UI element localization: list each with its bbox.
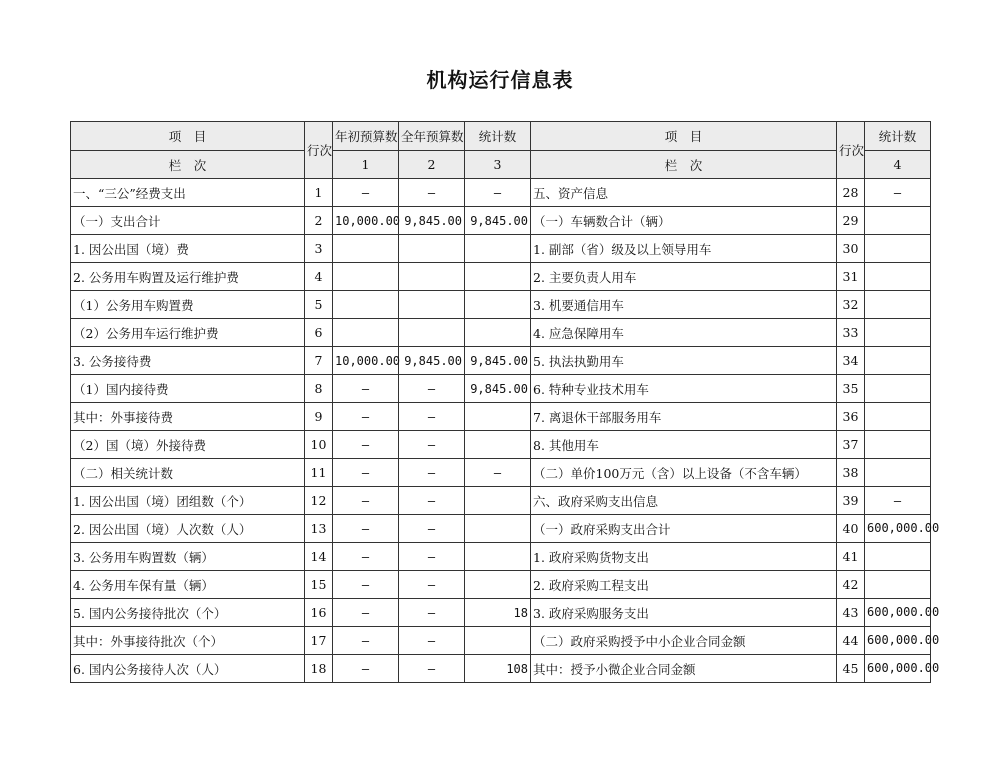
budget-full-value	[399, 319, 465, 347]
budget-full-value: —	[399, 487, 465, 515]
table-row	[71, 515, 931, 543]
budget-start-value: —	[333, 515, 399, 543]
stat-value-left: 9,845.00	[465, 347, 531, 375]
stat-value-left	[465, 487, 531, 515]
left-line-number: 5	[305, 291, 333, 319]
right-item-label: 1. 副部（省）级及以上领导用车	[531, 235, 837, 263]
stat-value-right: —	[865, 487, 931, 515]
stat-value-right	[865, 235, 931, 263]
right-item-label: 五、资产信息	[531, 179, 837, 207]
right-line-number: 30	[837, 235, 865, 263]
table-row	[71, 263, 931, 291]
right-line-number: 41	[837, 543, 865, 571]
right-item-label: 其中：授予小微企业合同金额	[531, 655, 837, 683]
budget-full-value	[399, 263, 465, 291]
left-item-label: 1. 因公出国（境）费	[71, 235, 305, 263]
budget-full-value: —	[399, 543, 465, 571]
left-item-label: （1）国内接待费	[71, 375, 305, 403]
table-row	[71, 403, 931, 431]
left-line-number: 14	[305, 543, 333, 571]
left-line-number: 2	[305, 207, 333, 235]
header-budget-full: 全年预算数	[399, 122, 465, 151]
table-row	[71, 627, 931, 655]
right-line-number: 42	[837, 571, 865, 599]
budget-start-value: —	[333, 487, 399, 515]
right-line-number: 34	[837, 347, 865, 375]
left-item-label: 4. 公务用车保有量（辆）	[71, 571, 305, 599]
budget-start-value: —	[333, 403, 399, 431]
stat-value-right: 600,000.00	[865, 515, 931, 543]
right-item-label: 1. 政府采购货物支出	[531, 543, 837, 571]
left-line-number: 15	[305, 571, 333, 599]
right-item-label: 2. 政府采购工程支出	[531, 571, 837, 599]
table-row	[71, 543, 931, 571]
right-item-label: （二）政府采购授予中小企业合同金额	[531, 627, 837, 655]
stat-value-left	[465, 515, 531, 543]
right-line-number: 43	[837, 599, 865, 627]
table-row	[71, 487, 931, 515]
left-item-label: 其中：外事接待费	[71, 403, 305, 431]
right-line-number: 32	[837, 291, 865, 319]
budget-start-value: 10,000.00	[333, 347, 399, 375]
stat-value-right	[865, 375, 931, 403]
left-item-label: 6. 国内公务接待人次（人）	[71, 655, 305, 683]
left-item-label: 5. 国内公务接待批次（个）	[71, 599, 305, 627]
budget-full-value	[399, 235, 465, 263]
table-row	[71, 571, 931, 599]
right-line-number: 36	[837, 403, 865, 431]
budget-full-value: —	[399, 571, 465, 599]
budget-start-value: —	[333, 627, 399, 655]
table-row	[71, 207, 931, 235]
left-item-label: 3. 公务接待费	[71, 347, 305, 375]
right-item-label: （二）单价100万元（含）以上设备（不含车辆）	[531, 459, 837, 487]
table-row	[71, 291, 931, 319]
left-item-label: 1. 因公出国（境）团组数（个）	[71, 487, 305, 515]
table-row	[71, 319, 931, 347]
budget-start-value	[333, 291, 399, 319]
stat-value-right	[865, 459, 931, 487]
stat-value-right: 600,000.00	[865, 627, 931, 655]
header-item-right: 项 目	[531, 122, 837, 151]
header-budget-start: 年初预算数	[333, 122, 399, 151]
header-row-1	[71, 122, 931, 151]
stat-value-left	[465, 543, 531, 571]
right-line-number: 38	[837, 459, 865, 487]
left-line-number: 1	[305, 179, 333, 207]
left-line-number: 13	[305, 515, 333, 543]
right-item-label: 5. 执法执勤用车	[531, 347, 837, 375]
stat-value-right	[865, 291, 931, 319]
stat-value-right	[865, 263, 931, 291]
table-row	[71, 655, 931, 683]
budget-start-value: —	[333, 431, 399, 459]
stat-value-left: —	[465, 179, 531, 207]
budget-full-value: —	[399, 431, 465, 459]
left-item-label: （2）国（境）外接待费	[71, 431, 305, 459]
header-line-no-left: 行次	[305, 122, 333, 179]
left-line-number: 12	[305, 487, 333, 515]
stat-value-left: 18	[465, 599, 531, 627]
budget-start-value: —	[333, 459, 399, 487]
right-line-number: 29	[837, 207, 865, 235]
stat-value-right: 600,000.00	[865, 655, 931, 683]
left-line-number: 10	[305, 431, 333, 459]
header-col-4: 4	[865, 151, 931, 179]
budget-start-value: —	[333, 599, 399, 627]
budget-start-value: 10,000.00	[333, 207, 399, 235]
left-item-label: 一、“三公”经费支出	[71, 179, 305, 207]
stat-value-left: 9,845.00	[465, 375, 531, 403]
stat-value-left	[465, 571, 531, 599]
right-item-label: 2. 主要负责人用车	[531, 263, 837, 291]
right-item-label: （一）车辆数合计（辆）	[531, 207, 837, 235]
header-lanci-right: 栏 次	[531, 151, 837, 179]
left-line-number: 9	[305, 403, 333, 431]
budget-full-value: —	[399, 627, 465, 655]
stat-value-right	[865, 543, 931, 571]
table-row	[71, 459, 931, 487]
budget-start-value	[333, 235, 399, 263]
budget-full-value: —	[399, 179, 465, 207]
header-col-3: 3	[465, 151, 531, 179]
right-line-number: 44	[837, 627, 865, 655]
header-row-2	[71, 151, 931, 179]
page-title: 机构运行信息表	[426, 68, 574, 92]
left-line-number: 4	[305, 263, 333, 291]
right-line-number: 37	[837, 431, 865, 459]
left-item-label: （2）公务用车运行维护费	[71, 319, 305, 347]
stat-value-left	[465, 263, 531, 291]
budget-full-value: —	[399, 403, 465, 431]
right-item-label: 4. 应急保障用车	[531, 319, 837, 347]
right-item-label: 8. 其他用车	[531, 431, 837, 459]
header-line-no-right: 行次	[837, 122, 865, 179]
budget-start-value	[333, 263, 399, 291]
left-line-number: 6	[305, 319, 333, 347]
budget-full-value: —	[399, 375, 465, 403]
right-line-number: 35	[837, 375, 865, 403]
right-item-label: 3. 政府采购服务支出	[531, 599, 837, 627]
stat-value-left	[465, 235, 531, 263]
table-row	[71, 347, 931, 375]
budget-full-value: 9,845.00	[399, 207, 465, 235]
left-line-number: 18	[305, 655, 333, 683]
left-line-number: 16	[305, 599, 333, 627]
stat-value-right: —	[865, 179, 931, 207]
stat-value-left	[465, 319, 531, 347]
table-row	[71, 375, 931, 403]
stat-value-left: 108	[465, 655, 531, 683]
left-item-label: 2. 公务用车购置及运行维护费	[71, 263, 305, 291]
left-item-label: （二）相关统计数	[71, 459, 305, 487]
table-row	[71, 235, 931, 263]
right-line-number: 33	[837, 319, 865, 347]
left-line-number: 11	[305, 459, 333, 487]
stat-value-left	[465, 291, 531, 319]
right-line-number: 45	[837, 655, 865, 683]
header-col-1: 1	[333, 151, 399, 179]
budget-start-value: —	[333, 375, 399, 403]
right-item-label: 7. 离退休干部服务用车	[531, 403, 837, 431]
left-line-number: 8	[305, 375, 333, 403]
institution-operation-table	[70, 121, 940, 683]
budget-start-value	[333, 319, 399, 347]
stat-value-right	[865, 403, 931, 431]
stat-value-right	[865, 571, 931, 599]
left-line-number: 17	[305, 627, 333, 655]
stat-value-right	[865, 347, 931, 375]
left-line-number: 3	[305, 235, 333, 263]
table-row	[71, 179, 931, 207]
stat-value-right	[865, 319, 931, 347]
table-row	[71, 431, 931, 459]
header-stat-right: 统计数	[865, 122, 931, 151]
budget-full-value: 9,845.00	[399, 347, 465, 375]
header-item-left: 项 目	[71, 122, 305, 151]
budget-full-value: —	[399, 655, 465, 683]
stat-value-left	[465, 403, 531, 431]
stat-value-left: 9,845.00	[465, 207, 531, 235]
stat-value-right: 600,000.00	[865, 599, 931, 627]
stat-value-right	[865, 431, 931, 459]
table-row	[71, 599, 931, 627]
stat-value-left: —	[465, 459, 531, 487]
budget-start-value: —	[333, 179, 399, 207]
budget-full-value	[399, 291, 465, 319]
stat-value-left	[465, 431, 531, 459]
budget-full-value: —	[399, 515, 465, 543]
budget-start-value: —	[333, 655, 399, 683]
left-line-number: 7	[305, 347, 333, 375]
right-item-label: 6. 特种专业技术用车	[531, 375, 837, 403]
right-line-number: 40	[837, 515, 865, 543]
header-lanci-left: 栏 次	[71, 151, 305, 179]
right-line-number: 31	[837, 263, 865, 291]
right-item-label: 3. 机要通信用车	[531, 291, 837, 319]
stat-value-left	[465, 627, 531, 655]
right-line-number: 28	[837, 179, 865, 207]
left-item-label: 其中：外事接待批次（个）	[71, 627, 305, 655]
right-line-number: 39	[837, 487, 865, 515]
left-item-label: （1）公务用车购置费	[71, 291, 305, 319]
right-item-label: （一）政府采购支出合计	[531, 515, 837, 543]
left-item-label: 2. 因公出国（境）人次数（人）	[71, 515, 305, 543]
left-item-label: 3. 公务用车购置数（辆）	[71, 543, 305, 571]
header-stat-left: 统计数	[465, 122, 531, 151]
stat-value-right	[865, 207, 931, 235]
header-col-2: 2	[399, 151, 465, 179]
left-item-label: （一）支出合计	[71, 207, 305, 235]
budget-start-value: —	[333, 543, 399, 571]
budget-full-value: —	[399, 599, 465, 627]
budget-full-value: —	[399, 459, 465, 487]
budget-start-value: —	[333, 571, 399, 599]
right-item-label: 六、政府采购支出信息	[531, 487, 837, 515]
